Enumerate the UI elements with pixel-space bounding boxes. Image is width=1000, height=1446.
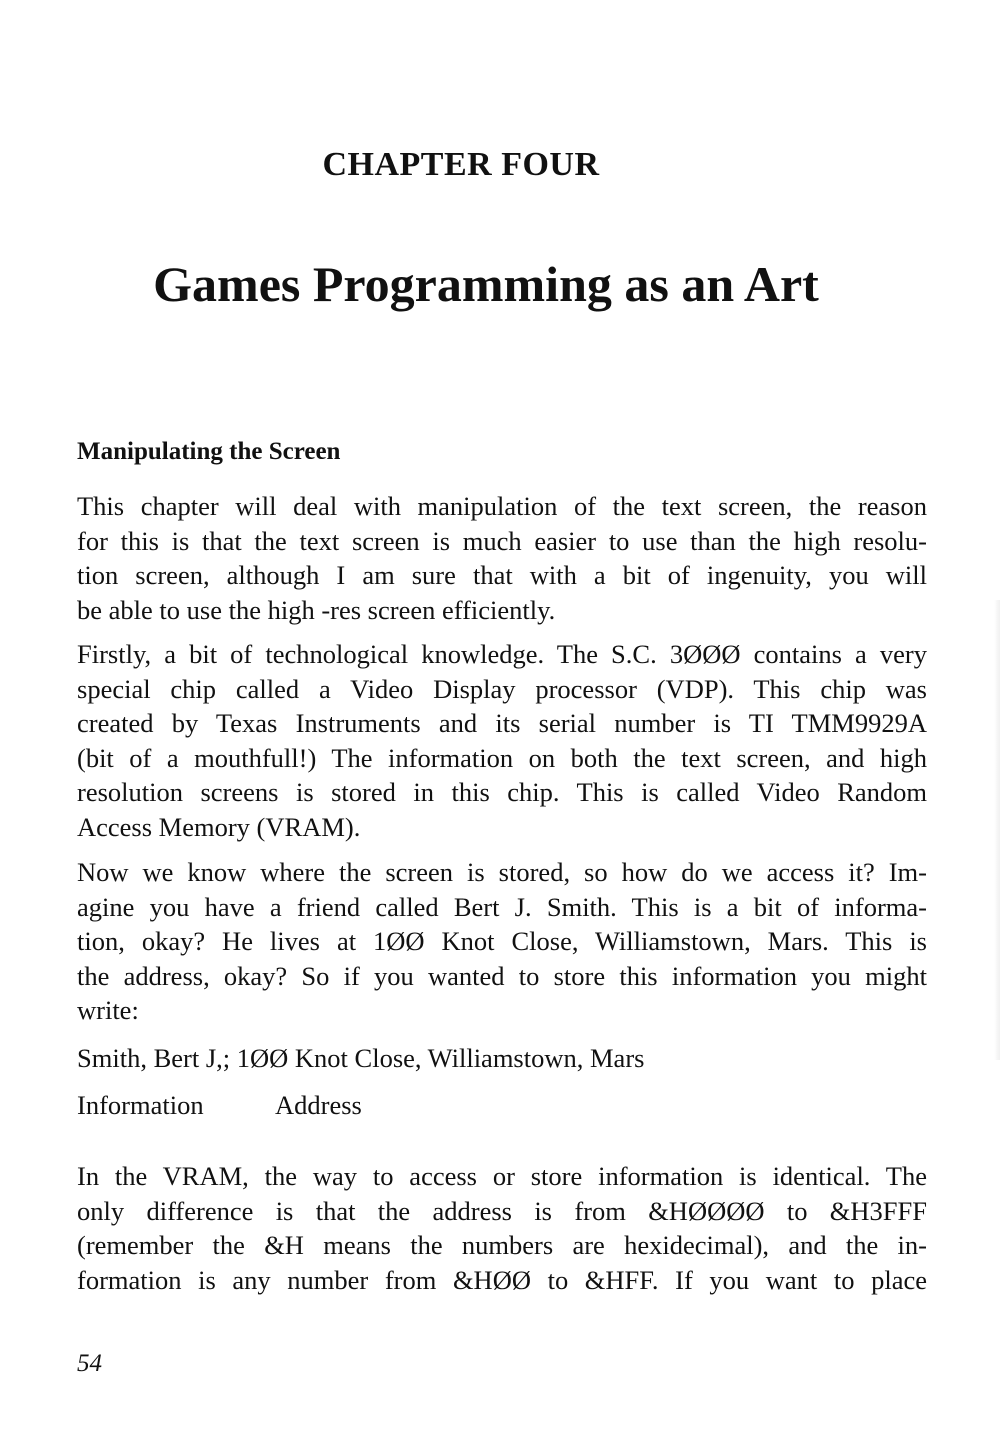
- paragraph-line: tion, okay? He lives at 1ØØ Knot Close, Williamstown, Mars. This is: [77, 926, 927, 956]
- paragraph-line: agine you have a friend called Bert J. Smith. This is a bit of informa-: [77, 891, 927, 922]
- chapter-title: Games Programming as an Art: [153, 256, 819, 312]
- paragraph-line: write:: [77, 995, 139, 1025]
- paragraph-3: [77, 855, 927, 1028]
- paragraph-line: (remember the &H means the numbers are hexidecimal), and the in-: [77, 1230, 927, 1260]
- address-label: Address: [275, 1090, 362, 1120]
- page-number: 54: [77, 1350, 102, 1377]
- paragraph-line: This chapter will deal with manipulation of the text screen, the reason: [77, 491, 927, 521]
- example-labels: [77, 1090, 362, 1121]
- paragraph-1: [77, 489, 927, 627]
- paragraph-line: be able to use the high -res screen efficiently.: [77, 594, 556, 625]
- paragraph-line: for this is that the text screen is much easier to use than the high resolu-: [77, 525, 927, 556]
- information-label: Information: [77, 1090, 204, 1120]
- paragraph-line: Now we know where the screen is stored, so how do we access it? Im-: [77, 857, 927, 887]
- paragraph-line: special chip called a Video Display processor (VDP). This chip was: [77, 673, 927, 704]
- paragraph-line: only difference is that the address is from &HØØØØ to &H3FFF: [77, 1195, 927, 1226]
- paragraph-2: [77, 637, 927, 844]
- paragraph-line: In the VRAM, the way to access or store information is identical. The: [77, 1161, 927, 1191]
- chapter-label: CHAPTER FOUR: [322, 146, 600, 183]
- paragraph-line: Firstly, a bit of technological knowledge. The S.C. 3ØØØ contains a very: [77, 639, 927, 669]
- paragraph-4: [77, 1159, 927, 1297]
- section-heading: Manipulating the Screen: [77, 438, 341, 465]
- paragraph-line: Access Memory (VRAM).: [77, 811, 361, 842]
- paragraph-line: (bit of a mouthfull!) The information on both the text screen, and high: [77, 742, 927, 773]
- paragraph-line: created by Texas Instruments and its serial number is TI TMM9929A: [77, 708, 927, 738]
- paragraph-line: formation is any number from &HØØ to &HFF. If you want to place: [77, 1264, 927, 1295]
- example-address-line: Smith, Bert J,; 1ØØ Knot Close, Williamstown, Mars: [77, 1043, 645, 1073]
- paragraph-line: resolution screens is stored in this chip. This is called Video Random: [77, 777, 927, 807]
- paragraph-line: tion screen, although I am sure that with a bit of ingenuity, you will: [77, 560, 927, 590]
- paragraph-line: the address, okay? So if you wanted to store this information you might: [77, 960, 927, 991]
- page-edge-shadow: [994, 600, 1000, 1060]
